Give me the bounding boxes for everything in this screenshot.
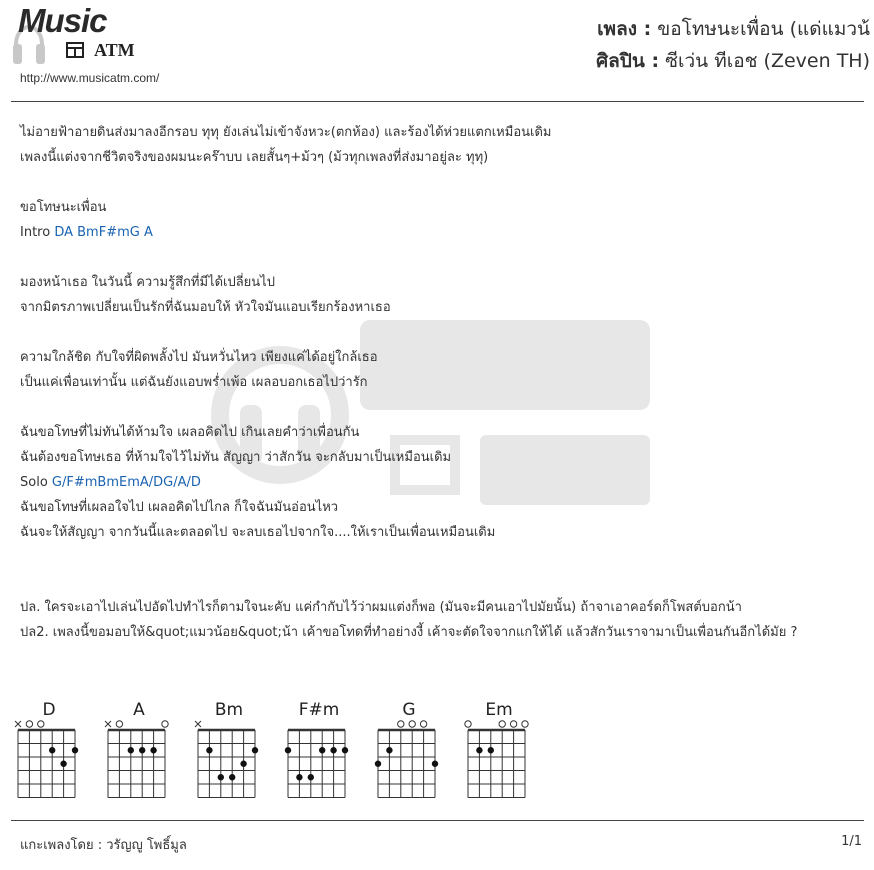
open-string-marker (409, 721, 415, 727)
finger-dot (128, 747, 134, 753)
finger-dot (206, 747, 212, 753)
open-string-marker (116, 721, 122, 727)
open-string-marker (510, 721, 516, 727)
finger-dot (330, 747, 336, 753)
finger-dot (432, 761, 438, 767)
open-string-marker (38, 721, 44, 727)
lyric-line: เพลงนี้แต่งจากชีวิตจริงของผมนะคร๊าบบ เลยสั้นๆ+ม้วๆ (ม้วทุกเพลงที่ส่งมาอยู่ละ ทุทุ) (20, 150, 489, 165)
chord-name: G (402, 700, 416, 720)
lyric-line: ปล2. เพลงนี้ขอมอบให้&quot;แมวน้อย&quot;น้า เค้าขอโทดที่ทำอย่างงี้ เค้าจะตัดใจจากแกให้ได้ แล้วสักวันเราจามาเป็นเพื่อนกันอีกได้มัย ? (20, 625, 798, 640)
artist-label: ศิลปิน : (596, 50, 660, 72)
lyric-line: ไม่อายฟ้าอายดินส่งมาลงอีกรอบ ทุทุ ยังเล่นไม่เข้าจังหวะ(ตกห้อง) และร้องได้ห่วยแตกเหมือนเดิม (20, 125, 552, 140)
open-string-marker (420, 721, 426, 727)
open-string-marker (162, 721, 168, 727)
song-label: เพลง : (597, 18, 652, 40)
muted-string-marker (15, 721, 21, 727)
lyric-line: ฉันขอโทษที่ไม่ทันได้ห้ามใจ เผลอคิดไป เกินเลยคำว่าเพื่อนกัน (20, 425, 360, 440)
chord-diagram[interactable] (194, 700, 264, 800)
lyric-line: มองหน้าเธอ ในวันนี้ ความรู้สึกที่มีได้เปลี่ยนไป (20, 275, 275, 290)
finger-dot (229, 774, 235, 780)
window-icon (66, 42, 84, 58)
muted-string-marker (105, 721, 111, 727)
chord-name: F#m (298, 700, 340, 720)
finger-dot (285, 747, 291, 753)
finger-dot (139, 747, 145, 753)
lyric-line: ฉันต้องขอโทษเธอ ที่ห้ามใจไว้ไม่ทัน สัญญา ว่าสักวัน จะกลับมาเป็นเหมือนเดิม (20, 450, 452, 465)
fretboard-grid (284, 718, 354, 800)
chord-name: D (42, 700, 56, 720)
finger-dot (72, 747, 78, 753)
finger-dot (308, 774, 314, 780)
open-string-marker (465, 721, 471, 727)
chord-diagram[interactable] (374, 700, 444, 800)
logo-atm-text: ATM (94, 40, 135, 60)
lyric-line: เป็นแค่เพื่อนเท่านั้น แต่ฉันยังแอบพร่ำเพ้อ เผลอบอกเธอไปว่ารัก (20, 375, 368, 390)
chord-sequence[interactable]: G/F#mBmEmA/DG/A/D (51, 475, 201, 490)
lyric-line: ปล. ใครจะเอาไปเล่นไปอัดไปทำไรก็ตามใจนะคับ แค่กำกับไว้ว่าผมแต่งก็พอ (มันจะมีคนเอาไปมัยนั้น) ถ้าจาเอาคอร์ดก็โพสต์บอกน้า (20, 600, 742, 615)
song-title: ขอโทษนะเพื่อน (แด่แมวน้ (657, 18, 870, 40)
open-string-marker (499, 721, 505, 727)
finger-dot (49, 747, 55, 753)
fretboard-grid (14, 718, 84, 800)
finger-dot (240, 761, 246, 767)
finger-dot (319, 747, 325, 753)
site-url[interactable]: http://www.musicatm.com/ (20, 71, 160, 85)
lyric-line: ฉันขอโทษที่เผลอใจไป เผลอคิดไปไกล ก็ใจฉันมันอ่อนไหว (20, 500, 339, 515)
chord-line (20, 225, 153, 241)
finger-dot (296, 774, 302, 780)
chord-line (20, 475, 201, 491)
arranger-credit: แกะเพลงโดย : วรัญญู โพธิ์มูล (20, 838, 187, 853)
song-row (597, 14, 870, 44)
lyric-line: จากมิตรภาพเปลี่ยนเป็นรักที่ฉันมอบให้ หัวใจมันแอบเรียกร้องหาเธอ (20, 300, 391, 315)
artist-name: ซีเว่น ทีเอช (Zeven TH) (665, 50, 870, 72)
finger-dot (476, 747, 482, 753)
fretboard-grid (194, 718, 264, 800)
chord-diagram[interactable] (464, 700, 534, 800)
section-label: Intro (20, 225, 51, 240)
finger-dot (60, 761, 66, 767)
fretboard-grid (104, 718, 174, 800)
artist-row (596, 46, 870, 76)
fretboard-grid (374, 718, 444, 800)
open-string-marker (26, 721, 32, 727)
logo-music-text: Music (18, 2, 107, 39)
muted-string-marker (195, 721, 201, 727)
open-string-marker (398, 721, 404, 727)
section-label: Solo (20, 475, 48, 490)
fretboard-grid (464, 718, 534, 800)
chord-diagram[interactable] (104, 700, 174, 800)
finger-dot (252, 747, 258, 753)
chord-name: Em (485, 700, 513, 720)
finger-dot (150, 747, 156, 753)
lyric-line: ขอโทษนะเพื่อน (20, 200, 107, 215)
chord-diagram[interactable] (284, 700, 354, 800)
finger-dot (375, 761, 381, 767)
footer-divider (11, 820, 864, 821)
chord-name: A (133, 700, 145, 720)
lyric-line: ความใกล้ชิด กับใจที่ผิดพลั้งไป มันหวั่นไหว เพียงแค่ได้อยู่ใกล้เธอ (20, 350, 378, 365)
page-number: 1/1 (841, 834, 862, 849)
header-divider (11, 101, 864, 102)
finger-dot (386, 747, 392, 753)
chord-sequence[interactable]: DA BmF#mG A (54, 225, 153, 240)
finger-dot (218, 774, 224, 780)
chord-diagram[interactable] (14, 700, 84, 800)
chord-name: Bm (214, 700, 244, 720)
finger-dot (488, 747, 494, 753)
open-string-marker (522, 721, 528, 727)
lyric-line: ฉันจะให้สัญญา จากวันนี้และตลอดไป จะลบเธอไปจากใจ....ให้เราเป็นเพื่อนเหมือนเดิม (20, 525, 496, 540)
finger-dot (342, 747, 348, 753)
